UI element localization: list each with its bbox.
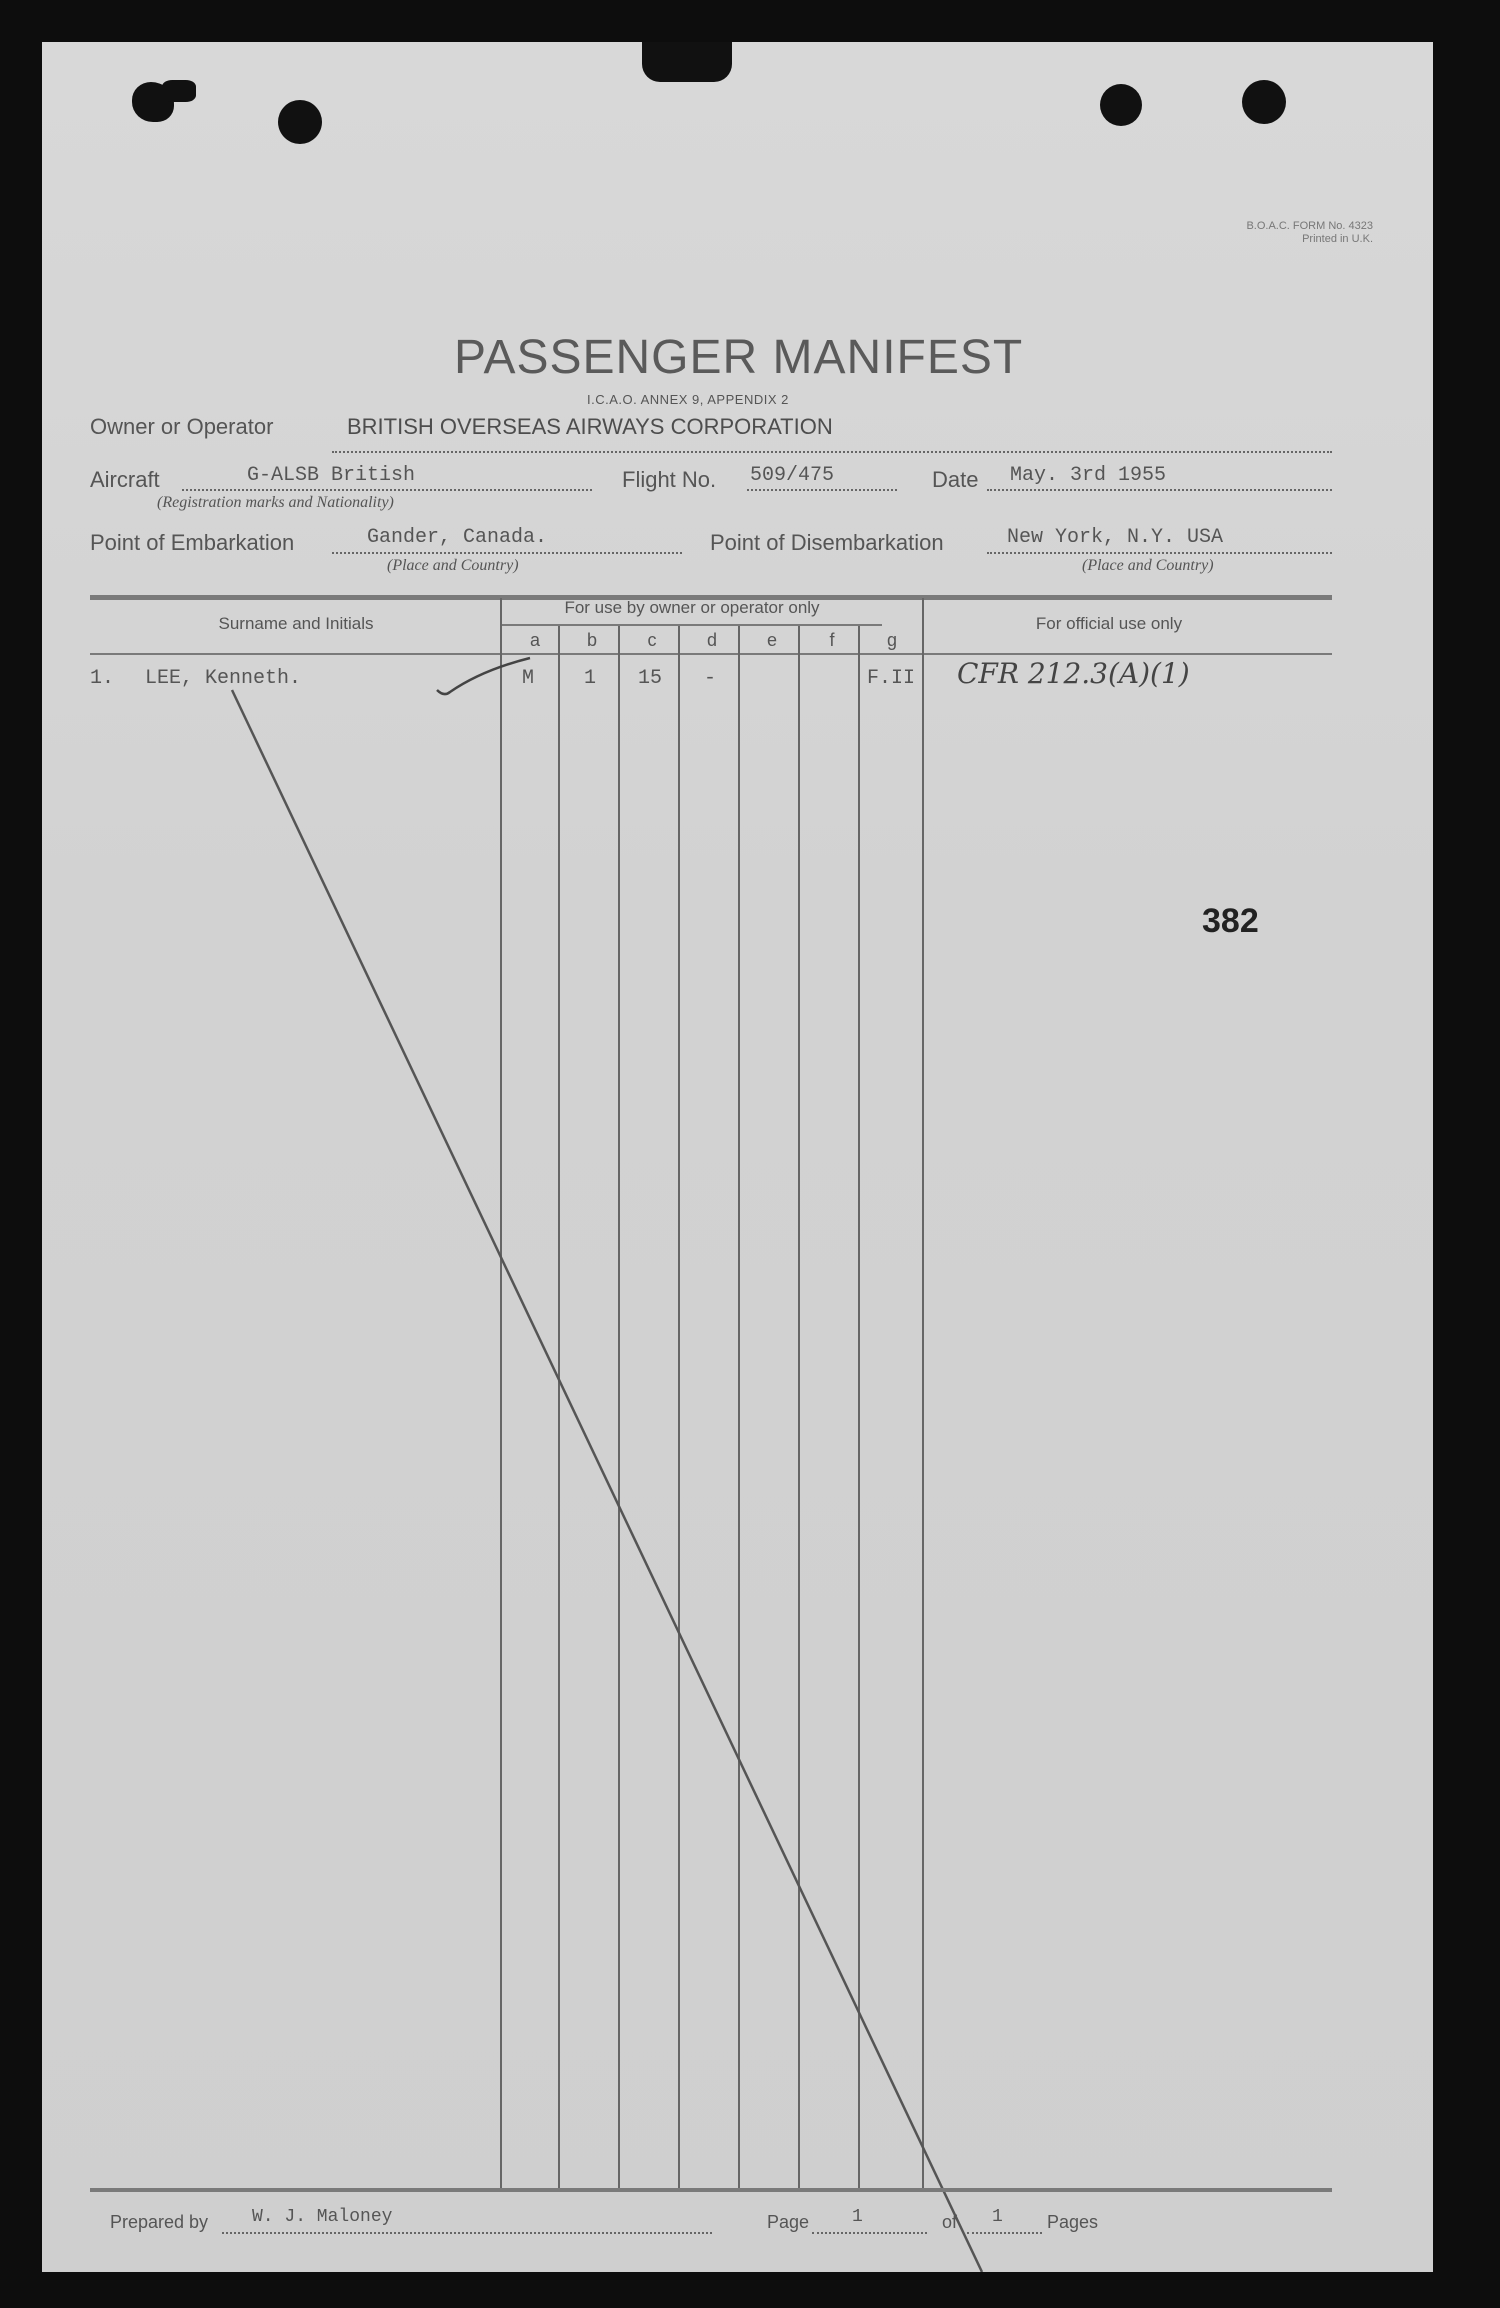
official-note: CFR 212.3(A)(1) <box>957 657 1190 690</box>
row-number: 1. <box>90 667 115 690</box>
cell-c: 15 <box>637 667 662 690</box>
check-mark-icon <box>437 658 530 694</box>
of-value: 1 <box>992 2207 1003 2227</box>
operator-header: For use by owner or operator only <box>564 598 820 617</box>
column-b-header: b <box>586 630 597 650</box>
page-value: 1 <box>852 2207 863 2227</box>
column-c-header: c <box>647 630 657 650</box>
cell-b: 1 <box>583 667 596 690</box>
stamp-number: 382 <box>1202 902 1259 940</box>
cell-g: F.II <box>866 667 915 690</box>
column-e-header: e <box>766 630 777 650</box>
diagonal-strike-line <box>232 690 982 2272</box>
cell-a: M <box>521 667 534 690</box>
embarkation-label: Point of Embarkation <box>90 530 295 555</box>
column-g-header: g <box>886 630 897 650</box>
column-f-header: f <box>829 630 835 650</box>
owner-label: Owner or Operator <box>90 414 274 439</box>
prepared-by-value: W. J. Maloney <box>252 2207 393 2227</box>
passenger-name: LEE, Kenneth. <box>145 667 302 690</box>
printed-in: Printed in U.K. <box>1302 233 1373 245</box>
handwritten-marks <box>42 42 1433 2272</box>
column-a-header: a <box>529 630 540 650</box>
footer-rule <box>90 2188 1332 2192</box>
date-label: Date <box>932 467 979 492</box>
aircraft-caption: (Registration marks and Nationality) <box>157 494 394 511</box>
date-value: May. 3rd 1955 <box>1010 464 1167 487</box>
page-line <box>812 2232 927 2234</box>
manifest-page <box>42 42 1433 2272</box>
disembarkation-label: Point of Disembarkation <box>710 530 944 555</box>
official-header: For official use only <box>1035 614 1183 633</box>
column-d-header: d <box>706 630 717 650</box>
flight-label: Flight No. <box>622 467 717 492</box>
embarkation-value: Gander, Canada. <box>367 526 548 549</box>
cell-d: - <box>703 667 716 690</box>
embarkation-caption: (Place and Country) <box>387 557 519 574</box>
page-subtitle: I.C.A.O. ANNEX 9, APPENDIX 2 <box>587 392 789 407</box>
of-line <box>967 2232 1042 2234</box>
surname-header: Surname and Initials <box>218 614 374 633</box>
pages-label: Pages <box>1047 2212 1099 2232</box>
flight-value: 509/475 <box>750 464 835 487</box>
aircraft-value: G-ALSB British <box>247 464 416 487</box>
prepared-by-label: Prepared by <box>110 2212 209 2232</box>
form-number: B.O.A.C. FORM No. 4323 <box>1246 220 1373 232</box>
page-title: PASSENGER MANIFEST <box>454 331 1024 384</box>
page-label: Page <box>767 2212 810 2232</box>
disembarkation-caption: (Place and Country) <box>1082 557 1214 574</box>
prepared-by-line <box>222 2232 712 2234</box>
aircraft-label: Aircraft <box>90 467 160 492</box>
of-label: of <box>942 2212 958 2232</box>
disembarkation-value: New York, N.Y. USA <box>1007 526 1224 549</box>
owner-value: BRITISH OVERSEAS AIRWAYS CORPORATION <box>347 414 833 439</box>
